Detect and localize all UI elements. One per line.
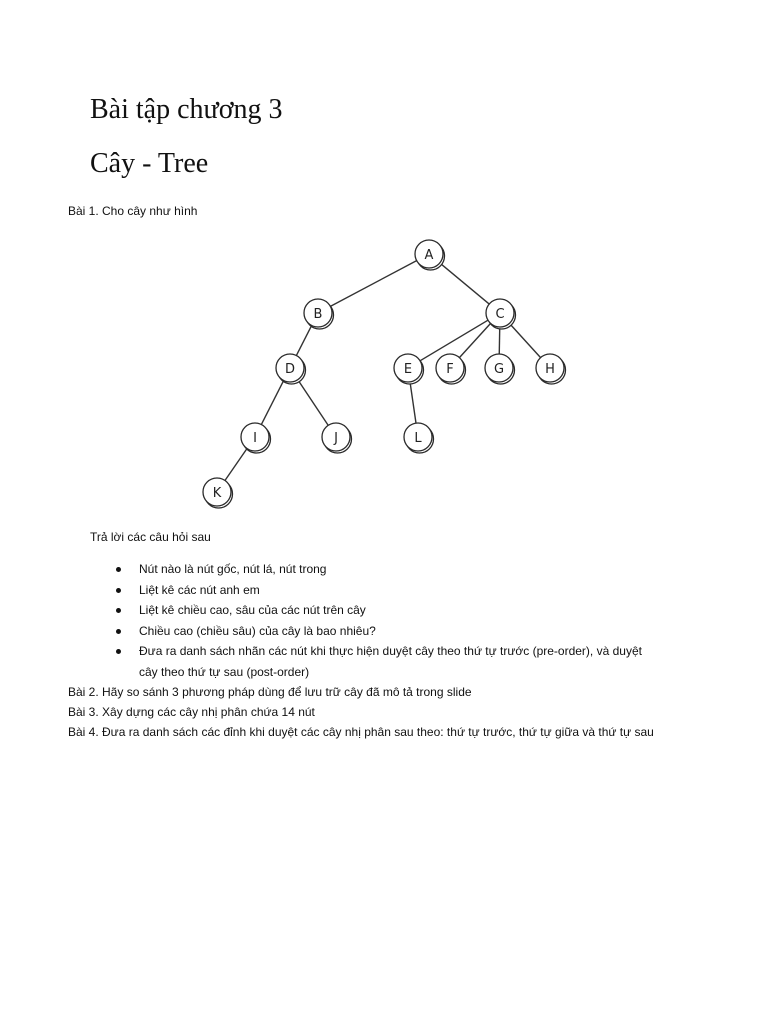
bullet-icon bbox=[116, 649, 121, 654]
exercise-4: Bài 4. Đưa ra danh sách các đỉnh khi duyệt các cây nhị phân sau theo: thứ tự trước, thứ tự giữa và thứ tự sau bbox=[68, 725, 654, 739]
tree-node-K bbox=[203, 478, 233, 508]
tree-edge-B-D bbox=[296, 325, 311, 355]
node-label: G bbox=[493, 362, 505, 377]
question-item bbox=[114, 580, 642, 601]
tree-node-F bbox=[436, 354, 466, 384]
node-label: D bbox=[284, 362, 296, 377]
tree-node-D bbox=[276, 354, 306, 384]
exercise-2: Bài 2. Hãy so sánh 3 phương pháp dùng để lưu trữ cây đã mô tả trong slide bbox=[68, 685, 472, 699]
question-item bbox=[114, 621, 642, 642]
tree-node-E bbox=[394, 354, 424, 384]
tree-edge-D-I bbox=[261, 380, 283, 424]
node-label: F bbox=[446, 362, 454, 377]
question-text: cây theo thứ tự sau (post-order) bbox=[139, 664, 310, 679]
questions-intro: Trả lời các câu hỏi sau bbox=[90, 530, 211, 544]
exercise-1-intro: Bài 1. Cho cây như hình bbox=[68, 204, 198, 218]
bullet-icon bbox=[116, 567, 121, 572]
tree-edge-I-K bbox=[225, 449, 247, 481]
node-label: J bbox=[334, 431, 338, 446]
node-label: A bbox=[424, 248, 434, 263]
question-text: Nút nào là nút gốc, nút lá, nút trong bbox=[139, 562, 327, 576]
question-item bbox=[114, 641, 642, 662]
exercise-3: Bài 3. Xây dựng các cây nhị phân chứa 14 nút bbox=[68, 705, 315, 719]
tree-edge-D-J bbox=[298, 380, 328, 426]
question-item-continued bbox=[114, 662, 642, 683]
tree-edge-E-L bbox=[410, 382, 416, 423]
node-label: H bbox=[545, 362, 555, 377]
node-label: B bbox=[313, 307, 323, 322]
tree-node-G bbox=[485, 354, 515, 384]
node-label: E bbox=[403, 362, 413, 377]
tree-node-I bbox=[241, 423, 271, 453]
bullet-icon bbox=[116, 629, 121, 634]
bullet-icon bbox=[116, 608, 121, 613]
tree-node-C bbox=[486, 299, 516, 329]
question-text: Chiều cao (chiều sâu) của cây là bao nhiêu? bbox=[139, 623, 376, 638]
tree-edge-C-H bbox=[509, 323, 540, 357]
node-label: C bbox=[495, 307, 505, 322]
question-text: Đưa ra danh sách nhãn các nút khi thực hiện duyệt cây theo thứ tự trước (pre-order), và duyệt bbox=[139, 644, 642, 658]
tree-node-B bbox=[304, 299, 334, 329]
tree-node-L bbox=[404, 423, 434, 453]
bullet-icon bbox=[116, 588, 121, 593]
page-title: Bài tập chương 3 bbox=[90, 94, 283, 125]
node-label: I bbox=[253, 431, 257, 446]
question-text: Liệt kê các nút anh em bbox=[139, 582, 260, 597]
tree-node-A bbox=[415, 240, 445, 270]
page-subtitle: Cây - Tree bbox=[90, 148, 209, 179]
node-label: K bbox=[212, 486, 222, 501]
question-text: Liệt kê chiều cao, sâu của các nút trên cây bbox=[139, 603, 366, 617]
questions-list bbox=[114, 559, 642, 682]
tree-edge-A-B bbox=[330, 261, 416, 307]
tree-node-J bbox=[322, 423, 352, 453]
question-item bbox=[114, 559, 642, 580]
question-item bbox=[114, 600, 642, 621]
tree-edge-A-C bbox=[440, 263, 489, 304]
node-label: L bbox=[414, 431, 422, 446]
tree-node-H bbox=[536, 354, 566, 384]
